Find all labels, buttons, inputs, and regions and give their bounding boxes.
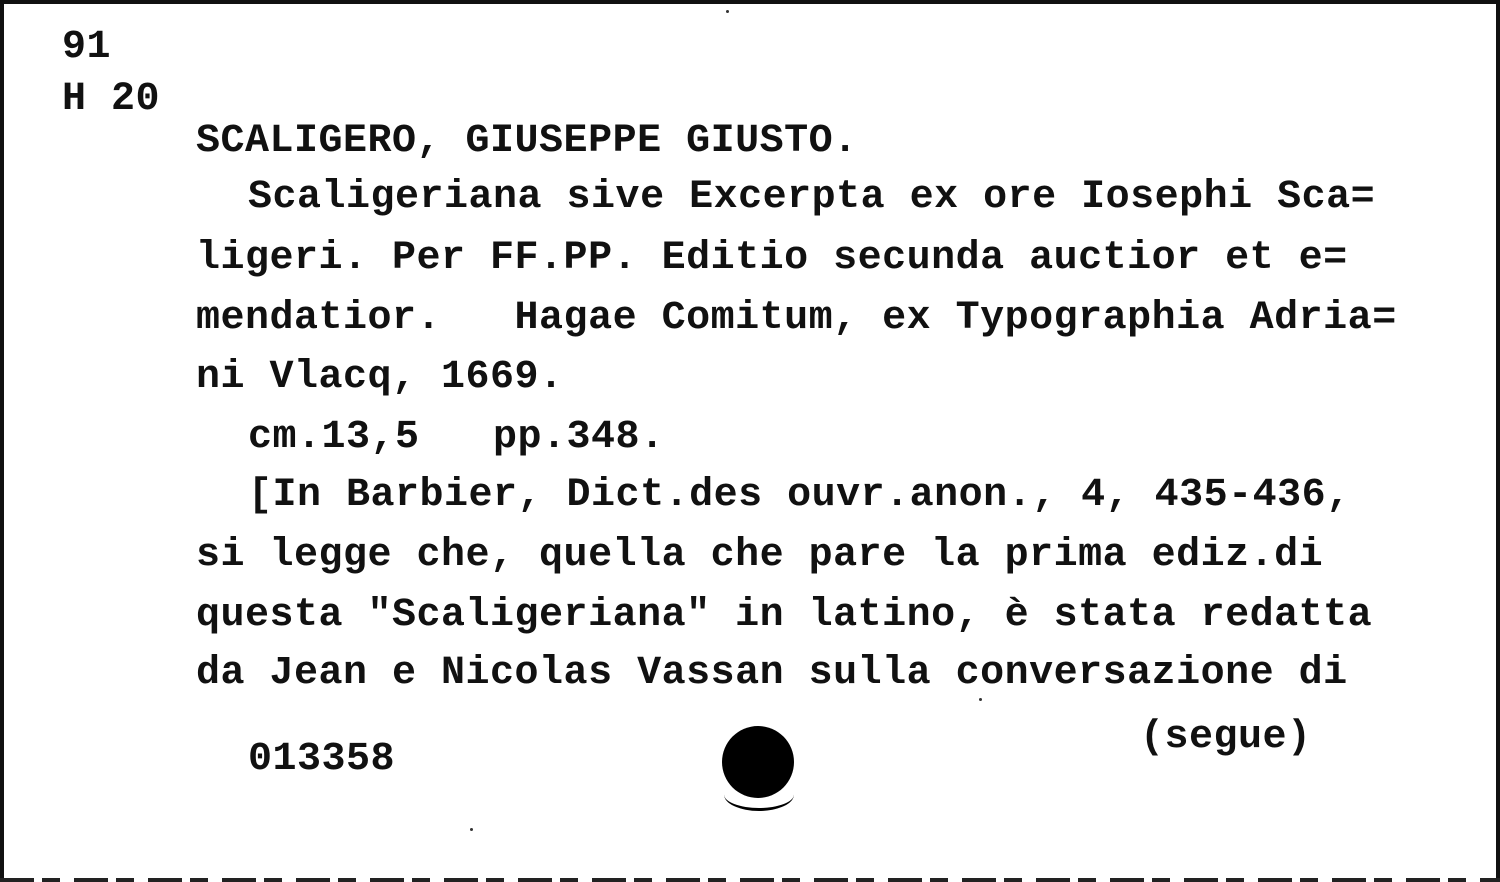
physical-description: cm.13,5 pp.348.	[248, 415, 665, 460]
shelf-mark: H 20	[62, 77, 161, 122]
shelf-number: 91	[62, 25, 112, 70]
title-line-3: mendatior. Hagae Comitum, ex Typographia Adria=	[196, 296, 1397, 341]
speck	[979, 698, 982, 701]
title-line-4: ni Vlacq, 1669.	[196, 355, 564, 400]
author-heading: SCALIGERO, GIUSEPPE GIUSTO.	[196, 119, 858, 164]
note-line-3: questa "Scaligeriana" in latino, è stata redatta	[196, 593, 1373, 638]
punch-hole-shadow	[724, 778, 794, 811]
inventory-number: 013358	[248, 737, 396, 782]
title-line-1: Scaligeriana sive Excerpta ex ore Iosephi Sca=	[248, 175, 1376, 220]
speck	[726, 10, 729, 13]
card-bottom-edge	[0, 878, 1500, 882]
continued-marker: (segue)	[1140, 715, 1312, 760]
note-line-1: [In Barbier, Dict.des ouvr.anon., 4, 435-436,	[248, 473, 1351, 518]
speck	[470, 828, 473, 831]
note-line-4: da Jean e Nicolas Vassan sulla conversazione di	[196, 651, 1348, 696]
title-line-2: ligeri. Per FF.PP. Editio secunda auctior et e=	[196, 236, 1348, 281]
note-line-2: si legge che, quella che pare la prima ediz.di	[196, 533, 1324, 578]
